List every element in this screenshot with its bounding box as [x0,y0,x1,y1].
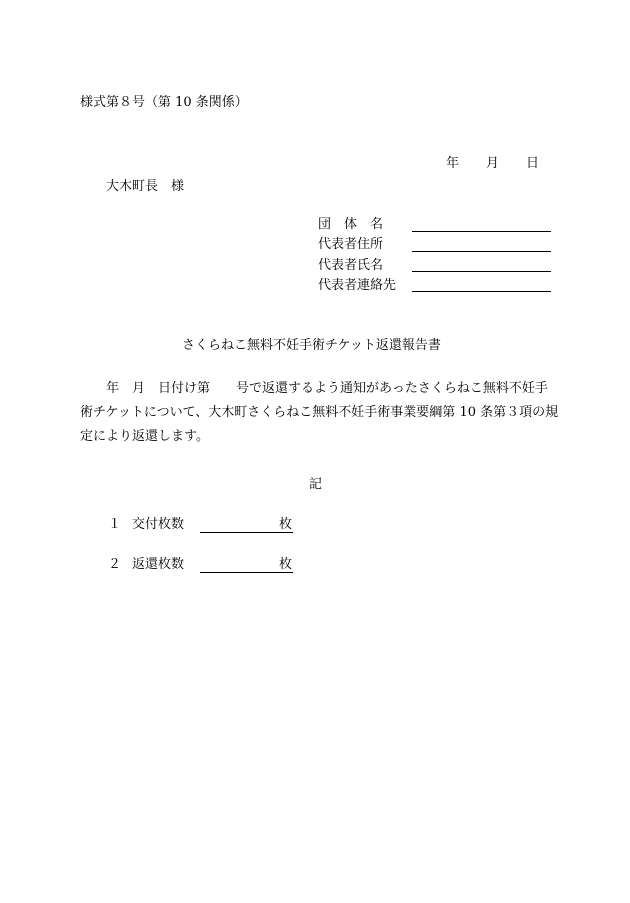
representative-contact-field[interactable] [412,291,551,292]
representative-address-field[interactable] [412,251,551,252]
representative-name-field[interactable] [412,271,551,272]
addressee: 大木町長 様 [106,179,185,194]
date-day-label: 日 [526,156,540,171]
returned-count-label: 返還枚数 [132,557,185,572]
representative-contact-label: 代表者連絡先 [318,278,397,293]
representative-name-label: 代表者氏名 [318,258,384,273]
item-number-1: １ [108,517,122,532]
organization-name-field[interactable] [412,231,551,232]
representative-address-label: 代表者住所 [318,237,384,252]
issued-count-field[interactable] [200,532,293,533]
ki-heading: 記 [309,477,323,492]
returned-count-unit: 枚 [279,557,293,572]
issued-count-unit: 枚 [279,517,293,532]
organization-name-label: 団 体 名 [318,217,384,232]
item-number-2: ２ [108,557,122,572]
body-paragraph: 年 月 日付け第 号で返還するよう通知があったさくらねこ無料不妊手術チケットについて、大木町さくらねこ無料不妊手術事業要綱第 10 条第３項の規定により返還します。 [80,381,559,444]
returned-count-field[interactable] [200,572,293,573]
form-number: 様式第８号（第 10 条関係） [80,95,248,110]
issued-count-label: 交付枚数 [132,517,185,532]
document-title: さくらねこ無料不妊手術チケット返還報告書 [182,338,441,353]
date-month-label: 月 [486,156,500,171]
date-year-label: 年 [446,156,460,171]
